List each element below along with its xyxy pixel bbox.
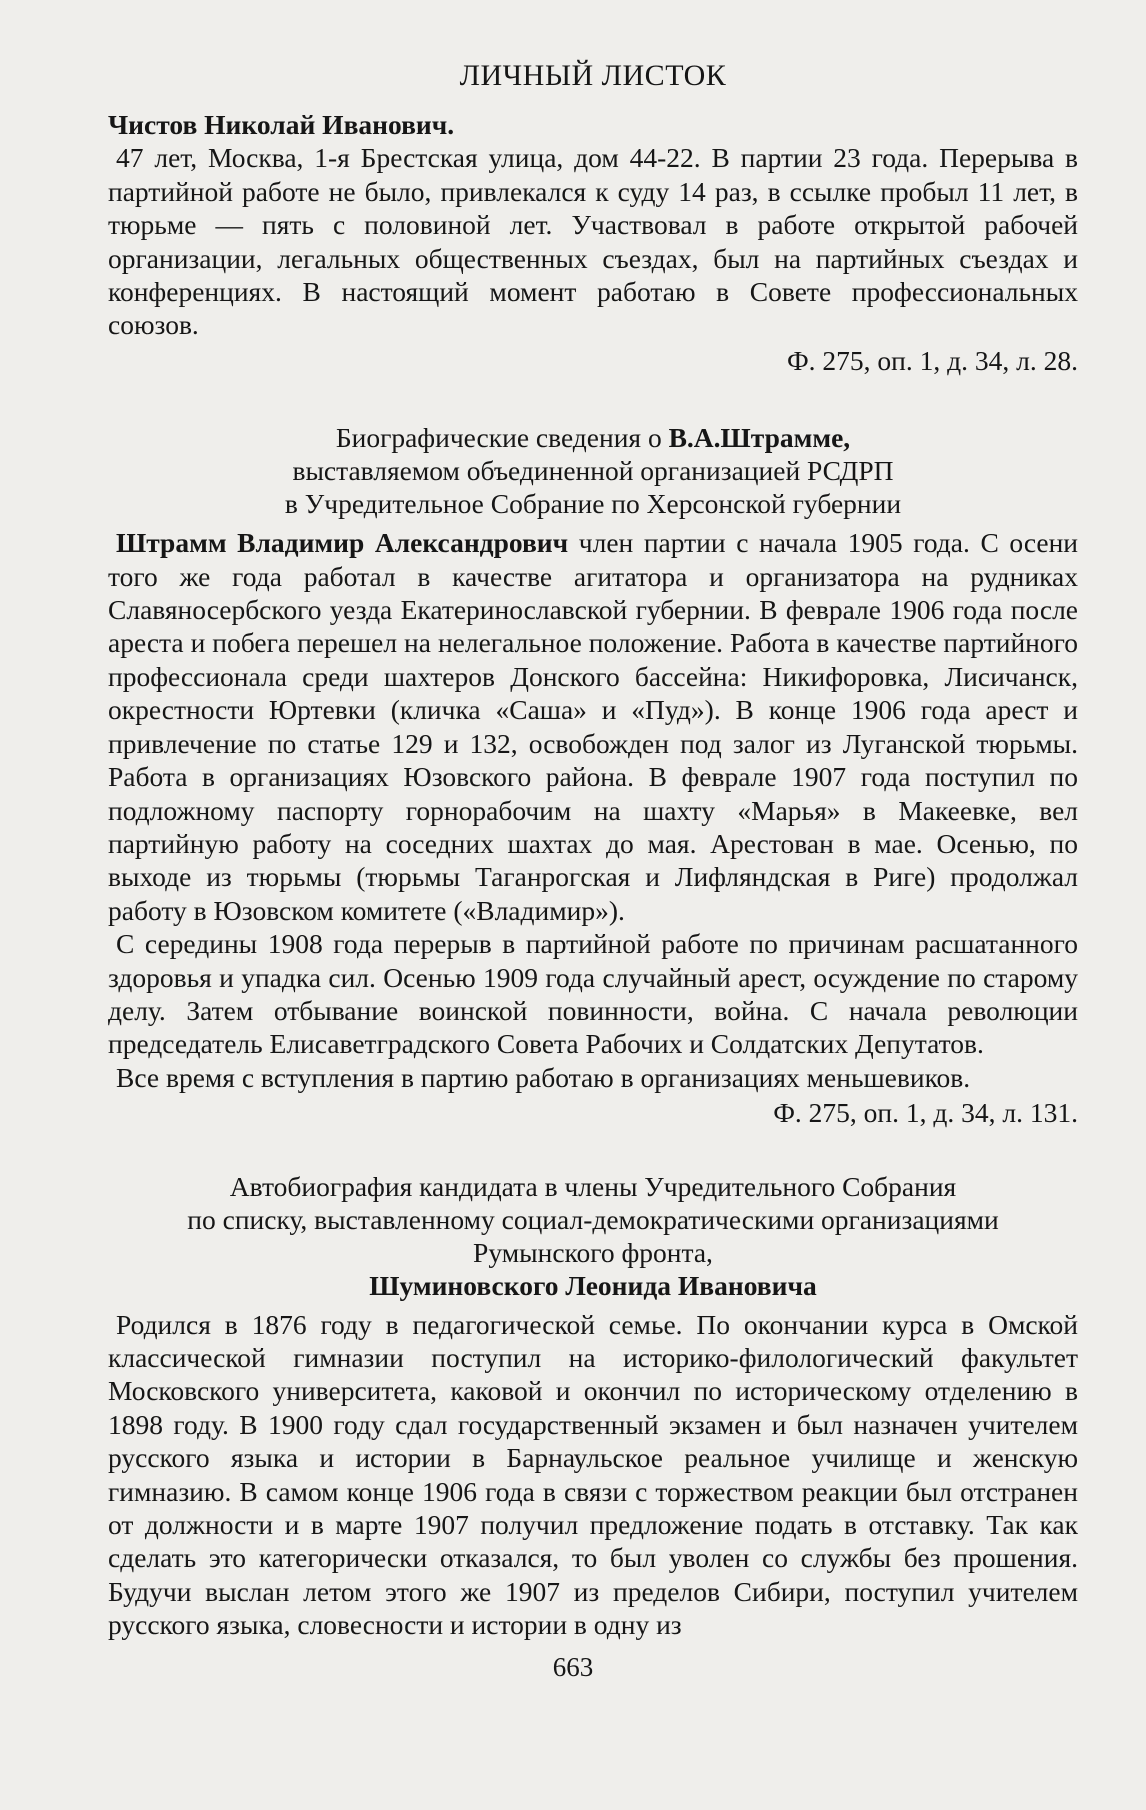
section2-heading-line1 (108, 421, 1078, 454)
document-title: ЛИЧНЫЙ ЛИСТОК (459, 59, 727, 92)
section3-heading-name: Шуминовского Леонида Ивановича (369, 1269, 817, 1301)
section2-para3: Все время с вступления в партию работаю в организациях меньшевиков. (116, 1061, 971, 1093)
spacer (108, 377, 1078, 421)
section3-heading (108, 1170, 1078, 1302)
section2-para2: С середины 1908 года перерыв в партийной работе по причинам расшатанного здоровья и упадка сил. Осенью 1909 года случайный арест, осуждение по старому делу. Затем отбывание воинской повинности, война. С начала революции председатель Елисаветградского Совета Рабочих и Солдатских Депутатов. (108, 928, 1078, 1060)
section2-para1-text: член партии с начала 1905 года. С осени того же года работал в качестве агитатора и организатора на рудниках Славяносербского уезда Екатеринославской губернии. В феврале 1906 года после ареста и побега перешел на нелегальное положение. Работа в качестве партийного профессионала среди шахтеров Донского бассейна: Никифоровка, Лисичанск, окрестности Юртевки (кличка «Саша» и «Пуд»). В конце 1906 года арест и привлечение по статье 129 и 132, освобожден под залог из Луганской тюрьмы. Работа в организациях Юзовского района. В феврале 1907 года поступил по подложному паспорту горнорабочим на шахту «Марья» в Макеевке, вел партийную работу на соседних шахтах до мая. Арестован в мае. Осенью, по выходе из тюрьмы (тюрьмы Таганрогская и Лифляндская в Риге) продолжал работу в Юзовском комитете («Владимир»). (108, 527, 1079, 926)
section2-heading-name: В.А.Штрамме, (668, 422, 851, 454)
section3-para1: Родился в 1876 году в педагогической семье. По окончании курса в Омской классической гимназии поступил на историко-филологический факультет Московского университета, каковой и окончил по историческому отделению в 1898 году. В 1900 году сдал государственный экзамен и был назначен учителем русского языка и истории в Барнаульское реальное училище и женскую гимназию. В самом конце 1906 года в связи с торжеством реакции был отстранен от должности и в марте 1907 получил предложение подать в отставку. Так как сделать это категорически отказался, то был уволен со службы без прошения. Будучи выслан летом этого же 1907 из пределов Сибири, поступил учителем русского языка, словесности и истории в одну из (108, 1308, 1078, 1641)
section3-heading-line3: Румынского фронта, (473, 1236, 713, 1268)
spacer (108, 1130, 1078, 1170)
section2-heading-prefix: Биографические сведения о (335, 422, 669, 454)
section1-name (108, 108, 1078, 141)
person-name: Штрамм Владимир Александрович (116, 527, 569, 559)
person-name: Чистов Николай Иванович. (108, 109, 455, 140)
section1-archive-ref: Ф. 275, оп. 1, д. 34, л. 28. (786, 344, 1078, 376)
page-number: 663 (552, 1652, 594, 1682)
section3-heading-line2: по списку, выставленному социал-демократическими организациями (187, 1203, 999, 1235)
section2-archive-ref: Ф. 275, оп. 1, д. 34, л. 131. (773, 1097, 1078, 1129)
section2-heading (108, 421, 1078, 520)
section2-heading-line3: в Учредительное Собрание по Херсонской губернии (284, 488, 902, 520)
section3-heading-line1: Автобиография кандидата в члены Учредительного Собрания (229, 1170, 957, 1202)
section2-para1 (108, 526, 1078, 927)
section2-heading-line2: выставляемом объединенной организацией РСДРП (292, 455, 894, 487)
document-content (108, 56, 1078, 1642)
section1-text: 47 лет, Москва, 1-я Брестская улица, дом 44-22. В партии 23 года. Перерыва в партийной работе не было, привлекался к суду 14 раз, в ссылке пробыл 11 лет, в тюрьме — пять с половиной лет. Участвовал в работе открытой рабочей организации, легальных общественных съездах, был на партийных съездах и конференциях. В настоящий момент работаю в Совете профессиональных союзов. (108, 142, 1078, 341)
